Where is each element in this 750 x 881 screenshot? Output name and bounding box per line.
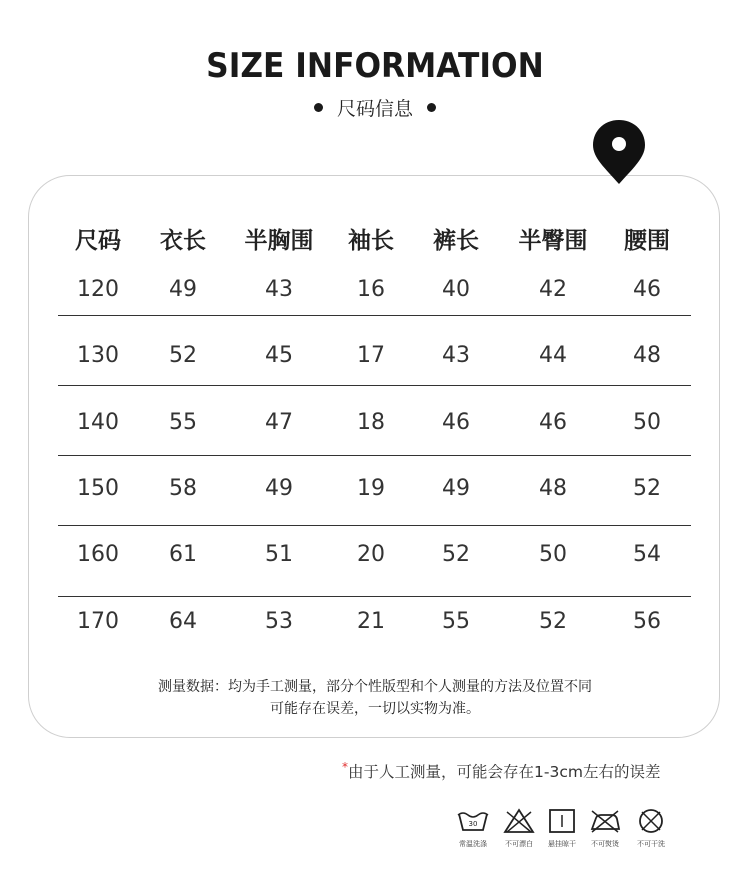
table-cell: 64 <box>169 609 197 634</box>
map-pin-icon <box>591 118 647 186</box>
row-divider <box>58 455 691 456</box>
table-cell: 17 <box>357 343 385 368</box>
table-cell: 40 <box>442 277 470 302</box>
measurement-note-line1: 测量数据：均为手工测量，部分个性版型和个人测量的方法及位置不同 <box>158 679 592 695</box>
table-cell: 55 <box>169 410 197 435</box>
no-iron-icon <box>588 808 622 834</box>
care-label: 悬挂晾干 <box>548 840 576 848</box>
table-cell: 42 <box>539 277 567 302</box>
table-cell: 56 <box>633 609 661 634</box>
table-cell: 53 <box>265 609 293 634</box>
table-cell: 51 <box>265 542 293 567</box>
table-cell: 21 <box>357 609 385 634</box>
table-cell: 49 <box>442 476 470 501</box>
table-cell: 20 <box>357 542 385 567</box>
table-cell: 49 <box>265 476 293 501</box>
column-header: 裤长 <box>433 228 479 254</box>
table-cell: 54 <box>633 542 661 567</box>
table-row <box>0 476 750 516</box>
table-cell: 46 <box>633 277 661 302</box>
table-row <box>0 542 750 582</box>
table-cell: 45 <box>265 343 293 368</box>
table-row <box>0 410 750 450</box>
table-cell: 58 <box>169 476 197 501</box>
care-label: 不可熨烫 <box>591 840 619 848</box>
column-header: 袖长 <box>348 228 394 254</box>
subtitle-text: 尺码信息 <box>336 98 413 120</box>
size-table-card <box>28 175 720 738</box>
table-cell: 16 <box>357 277 385 302</box>
table-cell: 160 <box>77 542 119 567</box>
table-cell: 18 <box>357 410 385 435</box>
column-header: 衣长 <box>160 228 206 254</box>
row-divider <box>58 525 691 526</box>
table-cell: 52 <box>539 609 567 634</box>
table-cell: 43 <box>442 343 470 368</box>
page-title: SIZE INFORMATION <box>206 46 544 86</box>
column-header: 半臀围 <box>518 228 588 254</box>
care-label: 不可干洗 <box>637 840 665 848</box>
table-cell: 48 <box>539 476 567 501</box>
svg-text:30: 30 <box>468 820 478 828</box>
table-row <box>0 343 750 383</box>
table-row <box>0 277 750 317</box>
footnote-text: 由于人工测量，可能会存在1-3cm左右的误差 <box>348 763 661 781</box>
table-cell: 130 <box>77 343 119 368</box>
no-bleach-icon <box>502 808 536 834</box>
table-cell: 19 <box>357 476 385 501</box>
measurement-note-line2: 可能存在误差，一切以实物为准。 <box>270 701 480 717</box>
table-cell: 46 <box>442 410 470 435</box>
no-dry-clean-icon <box>634 808 668 834</box>
care-label: 常温洗涤 <box>459 840 487 848</box>
measurement-footnote <box>342 760 660 782</box>
table-cell: 150 <box>77 476 119 501</box>
table-cell: 61 <box>169 542 197 567</box>
column-header: 尺码 <box>75 228 121 254</box>
column-header: 腰围 <box>624 228 670 254</box>
table-cell: 48 <box>633 343 661 368</box>
table-cell: 120 <box>77 277 119 302</box>
bullet-dot-icon <box>314 103 323 112</box>
table-cell: 55 <box>442 609 470 634</box>
asterisk: * <box>342 760 348 774</box>
hang-dry-icon <box>545 808 579 834</box>
table-cell: 50 <box>633 410 661 435</box>
table-cell: 46 <box>539 410 567 435</box>
table-cell: 52 <box>169 343 197 368</box>
bullet-dot-icon <box>427 103 436 112</box>
table-cell: 52 <box>442 542 470 567</box>
row-divider <box>58 315 691 316</box>
wash-30-icon <box>456 808 490 834</box>
table-cell: 140 <box>77 410 119 435</box>
table-cell: 50 <box>539 542 567 567</box>
table-cell: 170 <box>77 609 119 634</box>
care-no-dry-clean <box>621 808 681 849</box>
page-subtitle <box>0 94 750 121</box>
table-cell: 43 <box>265 277 293 302</box>
table-cell: 47 <box>265 410 293 435</box>
table-cell: 52 <box>633 476 661 501</box>
table-row <box>0 609 750 649</box>
row-divider <box>58 596 691 597</box>
table-cell: 49 <box>169 277 197 302</box>
row-divider <box>58 385 691 386</box>
column-header: 半胸围 <box>244 228 314 254</box>
care-label: 不可漂白 <box>505 840 533 848</box>
table-cell: 44 <box>539 343 567 368</box>
